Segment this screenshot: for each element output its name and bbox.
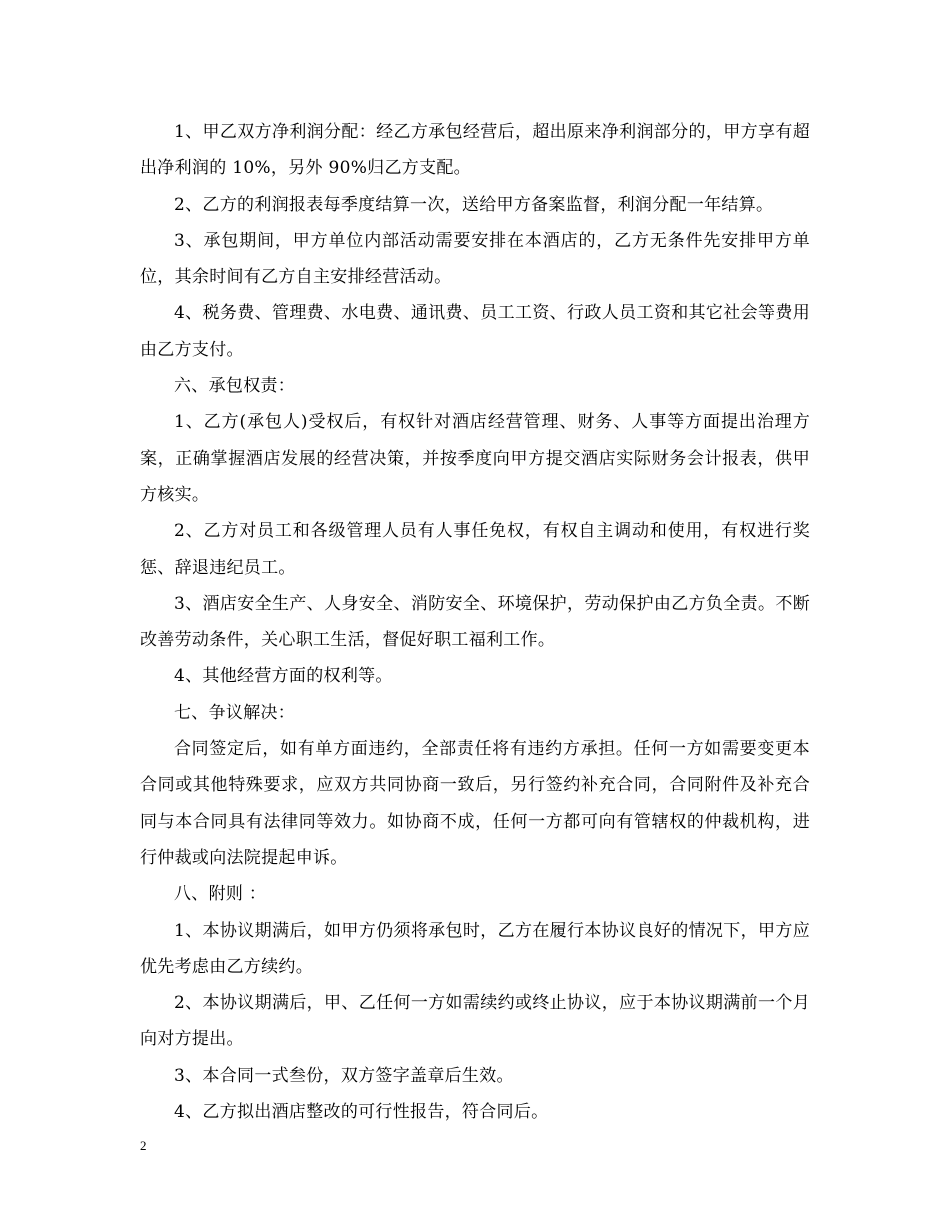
paragraph-copies: 3、本合同一式叁份，双方签字盖章后生效。 (174, 1065, 514, 1086)
paragraph-other-rights: 4、其他经营方面的权利等。 (174, 666, 393, 687)
paragraph-management-authority: 1、乙方(承包人)受权后，有权针对酒店经营管理、财务、人事等方面提出治理方案，正确掌握酒店发展的经营决策，并按季度向甲方提交酒店实际财务会计报表，供甲方核实。 (140, 412, 810, 505)
paragraph-renewal-notice: 2、本协议期满后，甲、乙任何一方如需续约或终止协议，应于本协议期满前一个月向对方提出。 (140, 993, 810, 1050)
document-body (140, 114, 810, 1130)
paragraph-profit-report: 2、乙方的利润报表每季度结算一次，送给甲方备案监督，利润分配一年结算。 (174, 194, 774, 215)
paragraph-dispute-resolution: 合同签定后，如有单方面违约，全部责任将有违约方承担。任何一方如需要变更本合同或其他特殊要求，应双方共同协商一致后，另行签约补充合同，合同附件及补充合同与本合同具有法律同等效力。如协商不成，任何一方都可向有管辖权的仲裁机构，进行仲裁或向法院提起申诉。 (140, 739, 810, 868)
paragraph-feasibility-report: 4、乙方拟出酒店整改的可行性报告，符合同后。 (174, 1102, 549, 1123)
section-heading-dispute: 七、争议解决： (174, 702, 296, 723)
paragraph-contract-period: 3、承包期间，甲方单位内部活动需要安排在本酒店的，乙方无条件先安排甲方单位，其余时间有乙方自主安排经营活动。 (140, 230, 810, 288)
page-number: 2 (140, 1138, 147, 1153)
paragraph-personnel-authority: 2、乙方对员工和各级管理人员有人事任免权，有权自主调动和使用，有权进行奖惩、辞退违纪员工。 (140, 521, 810, 578)
section-heading-rights: 六、承包权责： (174, 376, 296, 397)
paragraph-renewal-priority: 1、本协议期满后，如甲方仍须将承包时，乙方在履行本协议良好的情况下，甲方应优先考虑由乙方续约。 (140, 920, 810, 977)
paragraph-safety-responsibility: 3、酒店安全生产、人身安全、消防安全、环境保护，劳动保护由乙方负全责。不断改善劳动条件，关心职工生活，督促好职工福利工作。 (140, 593, 810, 651)
paragraph-fees: 4、税务费、管理费、水电费、通讯费、员工工资、行政人员工资和其它社会等费用由乙方支付。 (140, 303, 810, 360)
section-heading-supplementary: 八、附则 ： (174, 884, 267, 905)
paragraph-profit-distribution: 1、甲乙双方净利润分配：经乙方承包经营后，超出原来净利润部分的，甲方享有超出净利润的 10%，另外 90%归乙方支配。 (140, 122, 810, 179)
